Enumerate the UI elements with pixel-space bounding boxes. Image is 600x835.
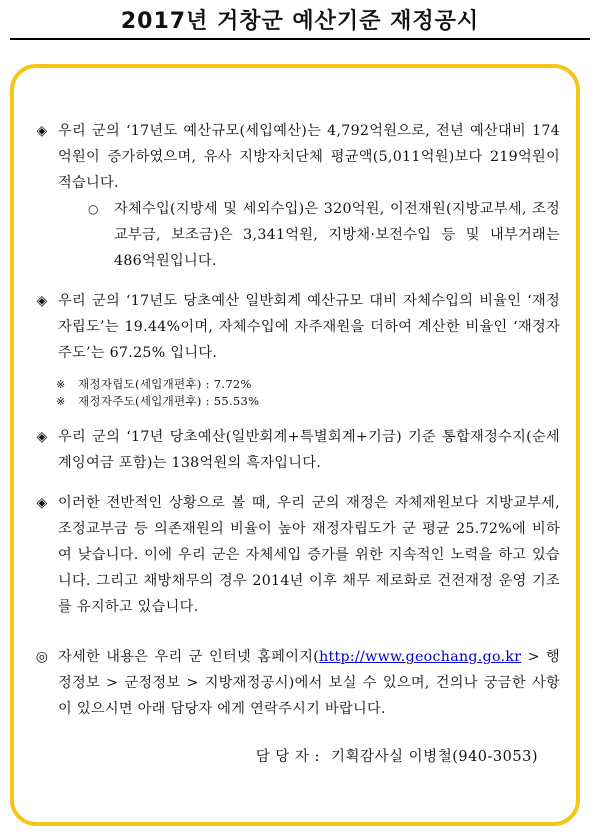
paragraph-fiscal-independence — [32, 288, 560, 366]
sub-item-revenue-breakdown — [58, 196, 560, 274]
notes-list — [32, 376, 560, 410]
paragraph-fiscal-balance — [32, 424, 560, 476]
note-text: 재정자립도(세입개편후) : 7.72% — [78, 377, 252, 391]
info-text-after: > 행정정보 > 군정정보 > 지방재정공시)에서 보실 수 있으며, 건의나 궁금한 사항이 있으시면 아래 담당자 에게 연락주시기 바랍니다. — [58, 649, 561, 717]
info-text-before: 자세한 내용은 우리 군 인터넷 홈페이지( — [58, 649, 320, 665]
diamond-bullet-icon: ◈ — [36, 495, 48, 511]
sub-item-text: 자체수입(지방세 및 세외수입)은 320억원, 이전재원(지방교부세, 조정교부금, 보조금)은 3,341억원, 지방채·보전수입 등 및 내부거래는 486억원입니다. — [114, 201, 560, 269]
note-item — [32, 393, 560, 410]
paragraph-text: 우리 군의 ‘17년 당초예산(일반회계+특별회계+기금) 기준 통합재정수지(순세계잉여금 포함)는 138억원의 흑자입니다. — [58, 429, 560, 471]
diamond-bullet-icon: ◈ — [36, 123, 48, 139]
note-item — [32, 376, 560, 393]
circle-bullet-icon: ○ — [88, 202, 99, 216]
paragraph-text: 우리 군의 ‘17년도 당초예산 일반회계 예산규모 대비 자체수입의 비율인 ‘재정자립도’는 19.44%이며, 자체수입에 자주재원을 더하여 계산한 비율인 ‘재정자주도’는 67.25% 입니다. — [58, 293, 560, 361]
contact-label: 담 당 자 : — [255, 749, 320, 765]
note-text: 재정자주도(세입개편후) : 55.53% — [78, 394, 260, 408]
contact-line — [32, 744, 560, 770]
paragraph-text: 이러한 전반적인 상황으로 볼 때, 우리 군의 재정은 자체재원보다 지방교부세, 조정교부금 등 의존재원의 비율이 높아 재정자립도가 군 평균 25.72%에 비하여 낮습니다. 이에 우리 군은 자체세입 증가를 위한 지속적인 노력을 하고 있습니다. 그리고 채방채무의 경우 2014년 이후 채무 제로화로 건전재정 운영 기조를 유지하고 있습니다. — [58, 495, 560, 615]
paragraph-text: 우리 군의 ‘17년도 예산규모(세입예산)는 4,792억원으로, 전년 예산대비 174억원이 증가하였으며, 유사 지방자치단체 평균액(5,011억원)보다 219억원이 적습니다. — [58, 123, 560, 191]
notice-content — [32, 118, 560, 770]
paragraph-more-info — [32, 644, 560, 722]
title-underline — [10, 38, 590, 40]
diamond-bullet-icon: ◈ — [36, 293, 48, 309]
contact-value: 기획감사실 이병철(940-3053) — [331, 749, 538, 765]
reference-mark-icon: ※ — [56, 395, 66, 408]
diamond-bullet-icon: ◈ — [36, 429, 48, 445]
notice-box — [10, 64, 580, 826]
paragraph-overall-situation — [32, 490, 560, 620]
page-title: 2017년 거창군 예산기준 재정공시 — [120, 9, 480, 34]
homepage-link[interactable]: http://www.geochang.go.kr — [319, 649, 522, 665]
target-bullet-icon: ◎ — [35, 649, 49, 665]
paragraph-budget-scale — [32, 118, 560, 274]
reference-mark-icon: ※ — [56, 378, 66, 391]
